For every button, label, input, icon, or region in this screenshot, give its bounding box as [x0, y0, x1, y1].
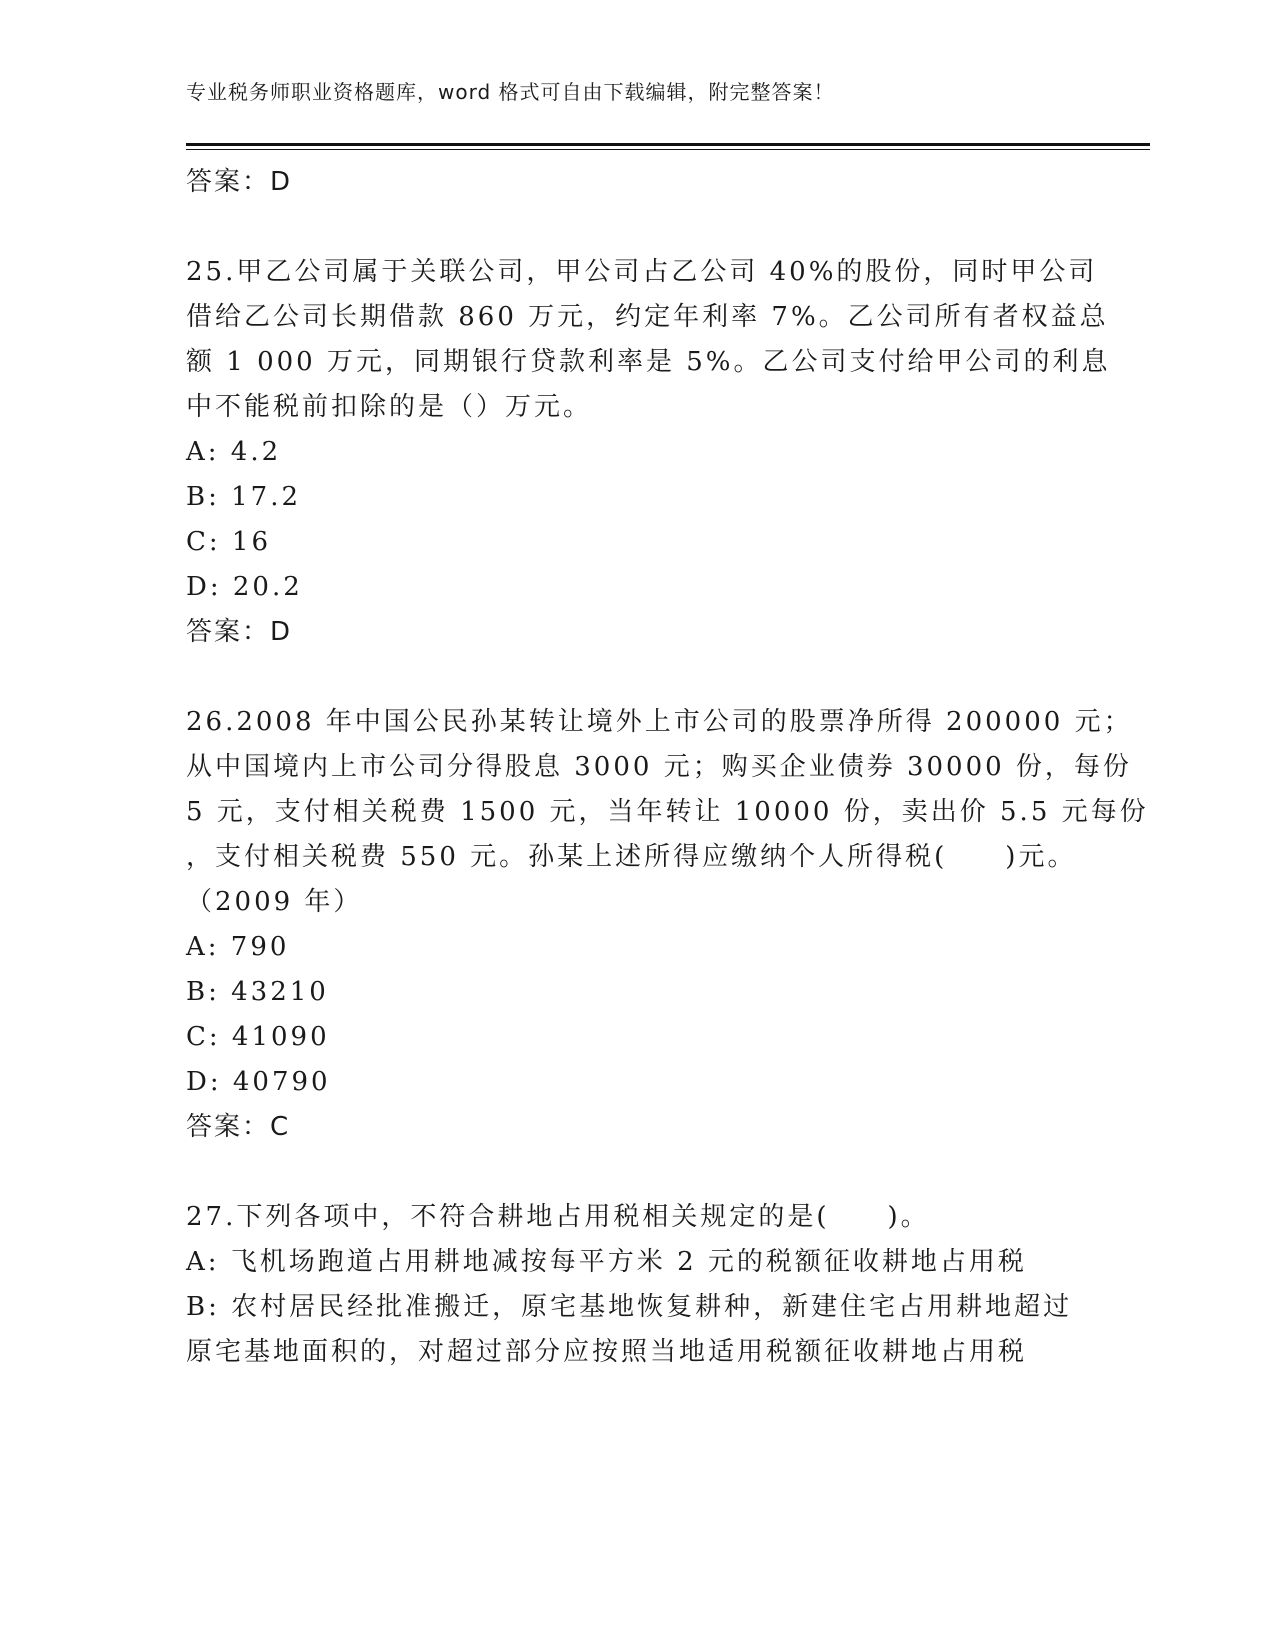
spacer: [186, 1150, 1086, 1195]
question-text: 借给乙公司长期借款 860 万元，约定年利率 7%。乙公司所有者权益总: [186, 302, 1109, 332]
prev-answer: 答案：D: [186, 167, 293, 197]
question-text: ，支付相关税费 550 元。孙某上述所得应缴纳个人所得税( )元。: [186, 842, 1077, 872]
option-b: B: 17.2: [186, 482, 302, 512]
option-c: C: 16: [186, 527, 272, 557]
content: [186, 160, 1149, 1375]
option-d: D: 40790: [186, 1067, 331, 1097]
spacer: [186, 655, 1086, 700]
header-rule-thin: [186, 149, 1150, 150]
option-a: A: 790: [186, 932, 290, 962]
option-a: A: 飞机场跑道占用耕地减按每平方米 2 元的税额征收耕地占用税: [186, 1247, 1027, 1277]
option-a: A: 4.2: [186, 437, 282, 467]
spacer: [186, 205, 1086, 250]
answer: 答案：D: [186, 617, 293, 647]
question-text: 26.2008 年中国公民孙某转让境外上市公司的股票净所得 200000 元；: [186, 707, 1133, 737]
question-text: 从中国境内上市公司分得股息 3000 元；购买企业债券 30000 份，每份: [186, 752, 1132, 782]
question-26: [186, 700, 1149, 1150]
question-25: [186, 250, 1111, 655]
question-text: 额 1 000 万元，同期银行贷款利率是 5%。乙公司支付给甲公司的利息: [186, 347, 1111, 377]
option-c: C: 41090: [186, 1022, 330, 1052]
option-b: B: 43210: [186, 977, 329, 1007]
option-b-continued: 原宅基地面积的，对超过部分应按照当地适用税额征收耕地占用税: [186, 1337, 1028, 1367]
option-b: B: 农村居民经批准搬迁，原宅基地恢复耕种，新建住宅占用耕地超过: [186, 1292, 1073, 1322]
question-27: [186, 1195, 1086, 1375]
header-rule-thick: [186, 143, 1150, 146]
question-text: 5 元，支付相关税费 1500 元，当年转让 10000 份，卖出价 5.5 元每份: [186, 797, 1149, 827]
question-text: 27.下列各项中，不符合耕地占用税相关规定的是( )。: [186, 1202, 930, 1232]
answer: 答案：C: [186, 1112, 291, 1142]
option-d: D: 20.2: [186, 572, 303, 602]
page-header: 专业税务师职业资格题库，word 格式可自由下载编辑，附完整答案！: [186, 80, 835, 104]
question-text: 25.甲乙公司属于关联公司，甲公司占乙公司 40%的股份，同时甲公司: [186, 257, 1098, 287]
question-text: 中不能税前扣除的是（）万元。: [186, 392, 593, 422]
question-text: （2009 年）: [186, 887, 363, 917]
